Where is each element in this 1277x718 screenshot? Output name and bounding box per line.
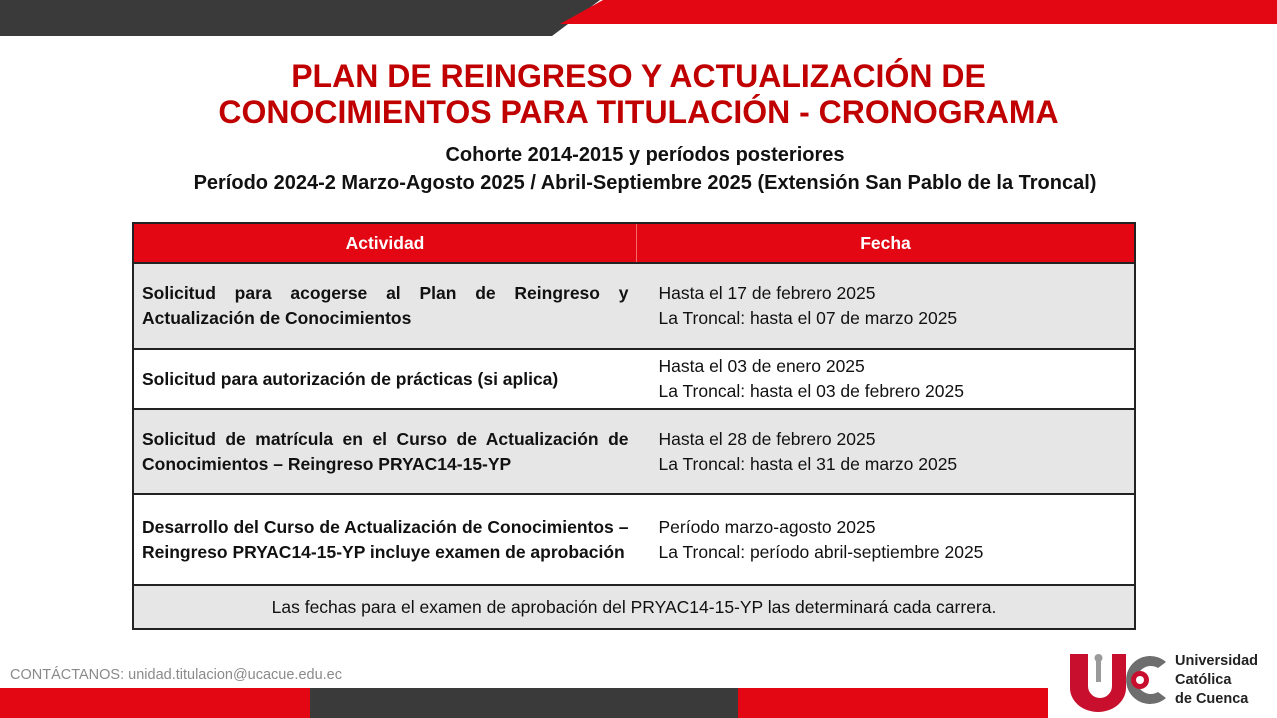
- bottom-red-band-right: [738, 688, 1048, 718]
- date-line: Hasta el 28 de febrero 2025: [658, 428, 876, 449]
- activity-cell: Desarrollo del Curso de Actualización de Conocimientos – Reingreso PRYAC14-15-YP incluye examen de aprobación: [133, 494, 637, 585]
- date-cell: [637, 349, 1136, 409]
- date-cell: [637, 409, 1136, 494]
- date-line-troncal: La Troncal: hasta el 07 de marzo 2025: [658, 308, 958, 328]
- date-cell: [637, 263, 1136, 349]
- date-line: Período marzo-agosto 2025: [658, 516, 876, 537]
- date-cell: [637, 494, 1136, 585]
- column-header-activity: Actividad: [133, 223, 637, 263]
- bottom-red-band-left: [0, 688, 310, 718]
- title-line-2: CONOCIMIENTOS PARA TITULACIÓN - CRONOGRAMA: [218, 94, 1059, 130]
- activity-cell: Solicitud para acogerse al Plan de Reingreso y Actualización de Conocimientos: [133, 263, 637, 349]
- top-dark-band: [0, 0, 600, 36]
- bottom-dark-band: [310, 688, 738, 718]
- table-row: [133, 494, 1135, 585]
- subtitle-line-1: Cohorte 2014-2015 y períodos posteriores: [445, 144, 845, 166]
- schedule-table: [132, 222, 1136, 630]
- logo-line-2: Católica: [1175, 672, 1232, 688]
- table-note: Las fechas para el examen de aprobación del PRYAC14-15-YP las determinará cada carrera.: [133, 585, 1135, 629]
- logo-line-3: de Cuenca: [1175, 691, 1249, 707]
- date-line-troncal: La Troncal: hasta el 31 de marzo 2025: [658, 453, 958, 474]
- date-line-troncal: La Troncal: período abril-septiembre 2025: [658, 541, 984, 562]
- table-row: [133, 349, 1135, 409]
- page-title: [0, 58, 1277, 130]
- logo-line-1: Universidad: [1175, 653, 1258, 669]
- page-subtitle: [0, 141, 1277, 197]
- table-note-row: [133, 585, 1135, 629]
- title-line-1: PLAN DE REINGRESO Y ACTUALIZACIÓN DE: [291, 58, 986, 94]
- activity-cell: Solicitud para autorización de prácticas (si aplica): [133, 349, 637, 409]
- table-header-row: [133, 223, 1135, 263]
- university-logo-text: [1175, 652, 1258, 709]
- activity-cell: Solicitud de matrícula en el Curso de Actualización de Conocimientos – Reingreso PRYAC14-15-YP: [133, 409, 637, 494]
- subtitle-line-2: Período 2024-2 Marzo-Agosto 2025 / Abril-Septiembre 2025 (Extensión San Pablo de la Troncal): [193, 172, 1097, 194]
- contact-email: CONTÁCTANOS: unidad.titulacion@ucacue.edu.ec: [10, 667, 342, 683]
- date-line: Hasta el 03 de enero 2025: [658, 356, 865, 376]
- column-header-date: Fecha: [637, 223, 1136, 263]
- table-row: [133, 409, 1135, 494]
- table-row: [133, 263, 1135, 349]
- top-red-band: [560, 0, 1277, 24]
- date-line: Hasta el 17 de febrero 2025: [658, 283, 876, 303]
- date-line-troncal: La Troncal: hasta el 03 de febrero 2025: [658, 381, 964, 401]
